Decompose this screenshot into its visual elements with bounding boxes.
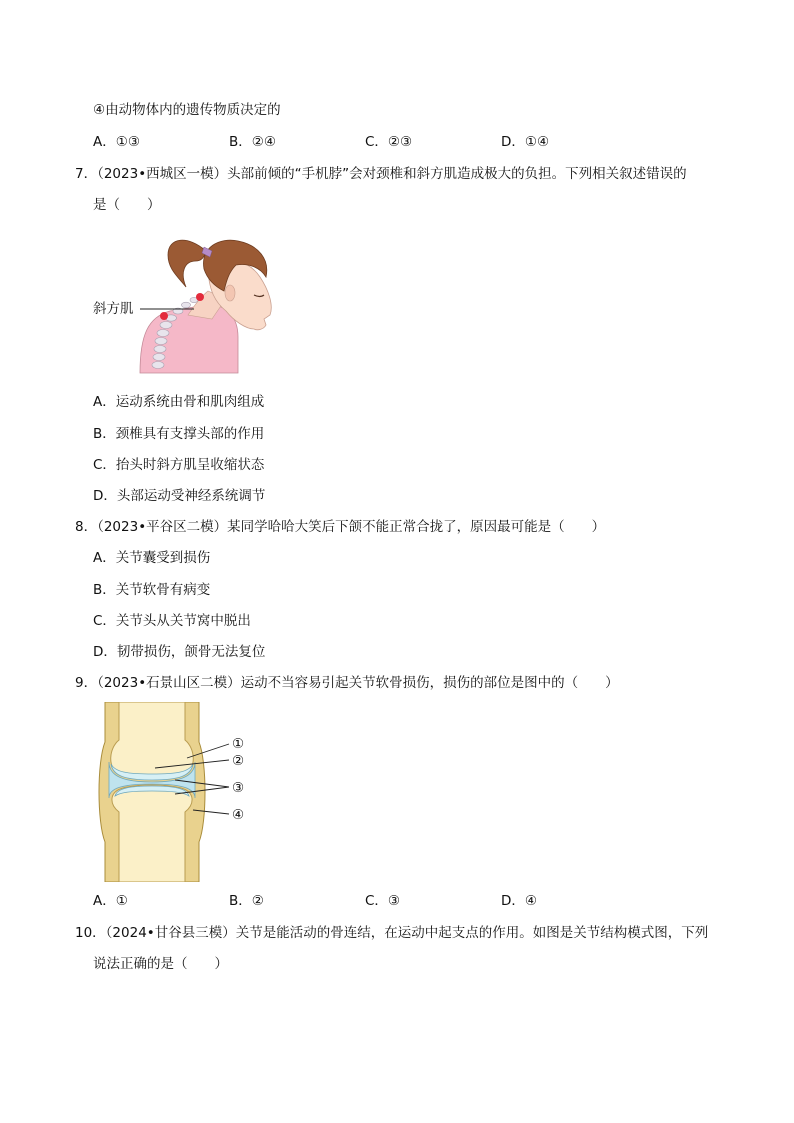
ear-shape: [225, 285, 235, 301]
q6-option-b: B．②④: [229, 134, 276, 150]
q6-option-d: D．①④: [501, 134, 550, 150]
ponytail-shape: [168, 240, 206, 287]
q9-option-a: A．①: [93, 893, 128, 909]
joint-structure-diagram: [95, 702, 275, 882]
q9-option-c: C．③: [365, 893, 401, 909]
joint-label-4: ④: [232, 807, 245, 823]
q10-stem-line2: 说法正确的是（ ）: [93, 956, 228, 972]
q9-option-b: B．②: [229, 893, 264, 909]
q10-stem-line1: 10．（2024•甘谷县三模）关节是能活动的骨连结，在运动中起支点的作用。如图是关节结构模式图，下列: [75, 925, 709, 941]
q7-stem-line2: 是（ ）: [93, 197, 161, 213]
q7-option-c: C．抬头时斜方肌呈收缩状态: [93, 457, 265, 473]
joint-label-3: ③: [232, 780, 245, 796]
q6-option-c: C．②③: [365, 134, 413, 150]
trapezius-marker-upper: [196, 293, 204, 301]
lower-bone: [112, 785, 192, 882]
q8-option-c: C．关节头从关节窝中脱出: [93, 613, 251, 629]
q8-option-a: A．关节囊受到损伤: [93, 550, 211, 566]
joint-label-2: ②: [232, 753, 245, 769]
q9-stem: 9．（2023•石景山区二模）运动不当容易引起关节软骨损伤，损伤的部位是图中的（ ）: [75, 675, 619, 691]
q6-option-a: A．①③: [93, 134, 140, 150]
trapezius-label: 斜方肌: [93, 301, 134, 317]
q8-option-d: D．韧带损伤，颌骨无法复位: [93, 644, 266, 660]
q9-option-d: D．④: [501, 893, 537, 909]
q7-option-b: B．颈椎具有支撑头部的作用: [93, 426, 265, 442]
q7-option-a: A．运动系统由骨和肌肉组成: [93, 394, 265, 410]
q6-item4: ④由动物体内的遗传物质决定的: [93, 102, 281, 118]
q8-option-b: B．关节软骨有病变: [93, 582, 211, 598]
q7-option-d: D．头部运动受神经系统调节: [93, 488, 266, 504]
upper-bone: [111, 702, 194, 779]
joint-label-1: ①: [232, 736, 245, 752]
q7-stem-line1: 7．（2023•西城区一模）头部前倾的“手机脖”会对颈椎和斜方肌造成极大的负担。下列相关叙述错误的: [75, 166, 687, 182]
q8-stem: 8．（2023•平谷区二模）某同学哈哈大笑后下颌不能正常合拢了，原因最可能是（ ）: [75, 519, 606, 535]
trapezius-marker-lower: [160, 312, 168, 320]
